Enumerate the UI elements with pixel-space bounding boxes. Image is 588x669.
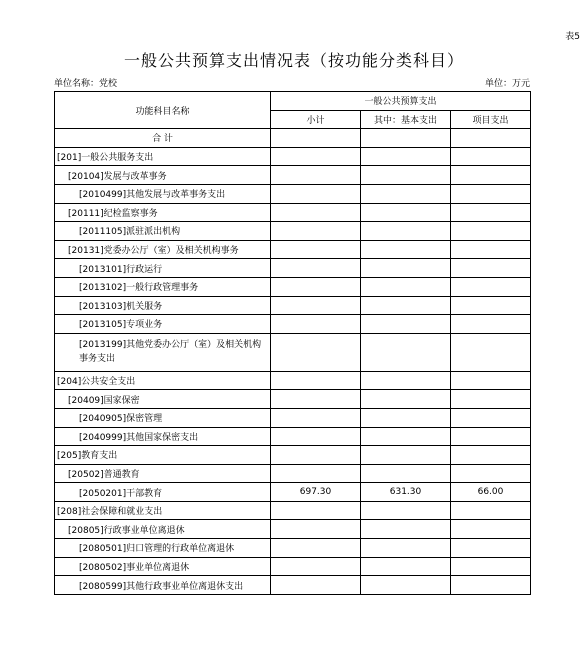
row-project: 66.00 [451,483,531,502]
row-project [451,408,531,427]
row-label: [20131]党委办公厅（室）及相关机构事务 [55,240,271,259]
row-subtotal [271,520,361,539]
row-project [451,333,531,371]
table-row [55,390,531,409]
total-project [451,129,531,148]
row-project [451,371,531,390]
table-row [55,408,531,427]
row-basic [361,296,451,315]
row-project [451,184,531,203]
table-row [55,296,531,315]
row-project [451,501,531,520]
row-basic: 631.30 [361,483,451,502]
row-subtotal [271,240,361,259]
row-label: [2040905]保密管理 [55,408,271,427]
row-label: [20805]行政事业单位离退休 [55,520,271,539]
row-project [451,576,531,595]
row-label: [208]社会保障和就业支出 [55,501,271,520]
total-subtotal [271,129,361,148]
row-basic [361,147,451,166]
row-label: [2011105]派驻派出机构 [55,222,271,241]
table-row [55,427,531,446]
row-basic [361,557,451,576]
row-basic [361,446,451,465]
row-label: [205]教育支出 [55,446,271,465]
row-subtotal [271,557,361,576]
row-subtotal [271,576,361,595]
row-project [451,464,531,483]
table-row [55,446,531,465]
row-basic [361,408,451,427]
row-project [451,147,531,166]
budget-table [54,91,531,595]
table-number: 表5 [565,32,580,42]
row-label: [20502]普通教育 [55,464,271,483]
table-row [55,333,531,371]
row-subtotal [271,464,361,483]
row-project [451,557,531,576]
row-label: [2013103]机关服务 [55,296,271,315]
row-project [451,277,531,296]
header-function-name: 功能科目名称 [55,92,271,129]
row-project [451,166,531,185]
row-label: [201]一般公共服务支出 [55,147,271,166]
row-subtotal [271,501,361,520]
row-project [451,446,531,465]
row-label: [20409]国家保密 [55,390,271,409]
table-row [55,203,531,222]
row-basic [361,277,451,296]
row-basic [361,520,451,539]
row-project [451,296,531,315]
row-basic [361,315,451,334]
header-basic: 其中：基本支出 [361,110,451,129]
row-subtotal [271,408,361,427]
row-basic [361,203,451,222]
table-row [55,166,531,185]
row-subtotal [271,539,361,558]
table-row [55,222,531,241]
row-label: [2080501]归口管理的行政单位离退休 [55,539,271,558]
row-label: [2040999]其他国家保密支出 [55,427,271,446]
row-project [451,427,531,446]
row-basic [361,166,451,185]
table-row [55,539,531,558]
row-subtotal [271,277,361,296]
row-project [451,222,531,241]
row-basic [361,539,451,558]
row-subtotal [271,427,361,446]
table-row [55,315,531,334]
row-basic [361,576,451,595]
total-label: 合 计 [55,129,271,148]
row-project [451,390,531,409]
total-basic [361,129,451,148]
row-label: [2050201]干部教育 [55,483,271,502]
row-label: [2013102]一般行政管理事务 [55,277,271,296]
table-row [55,240,531,259]
row-subtotal [271,315,361,334]
row-label: [20111]纪检监察事务 [55,203,271,222]
page-title: 一般公共预算支出情况表（按功能分类科目） [123,51,464,70]
row-basic [361,259,451,278]
row-label: [2080599]其他行政事业单位离退休支出 [55,576,271,595]
row-label: [2013199]其他党委办公厅（室）及相关机构事务支出 [55,333,271,371]
row-project [451,315,531,334]
row-subtotal [271,147,361,166]
unit-name: 单位名称：党校 [54,79,118,89]
table-row [55,147,531,166]
row-label: [20104]发展与改革事务 [55,166,271,185]
row-subtotal [271,446,361,465]
header-project: 项目支出 [451,110,531,129]
row-basic [361,333,451,371]
row-subtotal [271,371,361,390]
row-subtotal [271,184,361,203]
row-basic [361,427,451,446]
row-project [451,539,531,558]
header-general-budget: 一般公共预算支出 [271,92,531,111]
row-label: [204]公共安全支出 [55,371,271,390]
row-basic [361,371,451,390]
row-basic [361,240,451,259]
row-subtotal [271,259,361,278]
row-subtotal: 697.30 [271,483,361,502]
row-project [451,203,531,222]
row-label: [2080502]事业单位离退休 [55,557,271,576]
row-subtotal [271,296,361,315]
row-subtotal [271,390,361,409]
header-subtotal: 小计 [271,110,361,129]
row-basic [361,390,451,409]
table-row [55,259,531,278]
table-row [55,464,531,483]
row-label: [2013105]专项业务 [55,315,271,334]
row-subtotal [271,166,361,185]
row-project [451,259,531,278]
currency-unit: 单位：万元 [484,79,530,89]
row-basic [361,464,451,483]
row-label: [2013101]行政运行 [55,259,271,278]
row-subtotal [271,222,361,241]
table-row [55,277,531,296]
row-basic [361,184,451,203]
row-basic [361,222,451,241]
table-row [55,576,531,595]
row-label: [2010499]其他发展与改革事务支出 [55,184,271,203]
table-row [55,520,531,539]
table-row [55,557,531,576]
table-row [55,371,531,390]
table-row [55,483,531,502]
row-subtotal [271,333,361,371]
table-row [55,184,531,203]
row-project [451,520,531,539]
row-project [451,240,531,259]
table-row [55,501,531,520]
row-basic [361,501,451,520]
row-subtotal [271,203,361,222]
